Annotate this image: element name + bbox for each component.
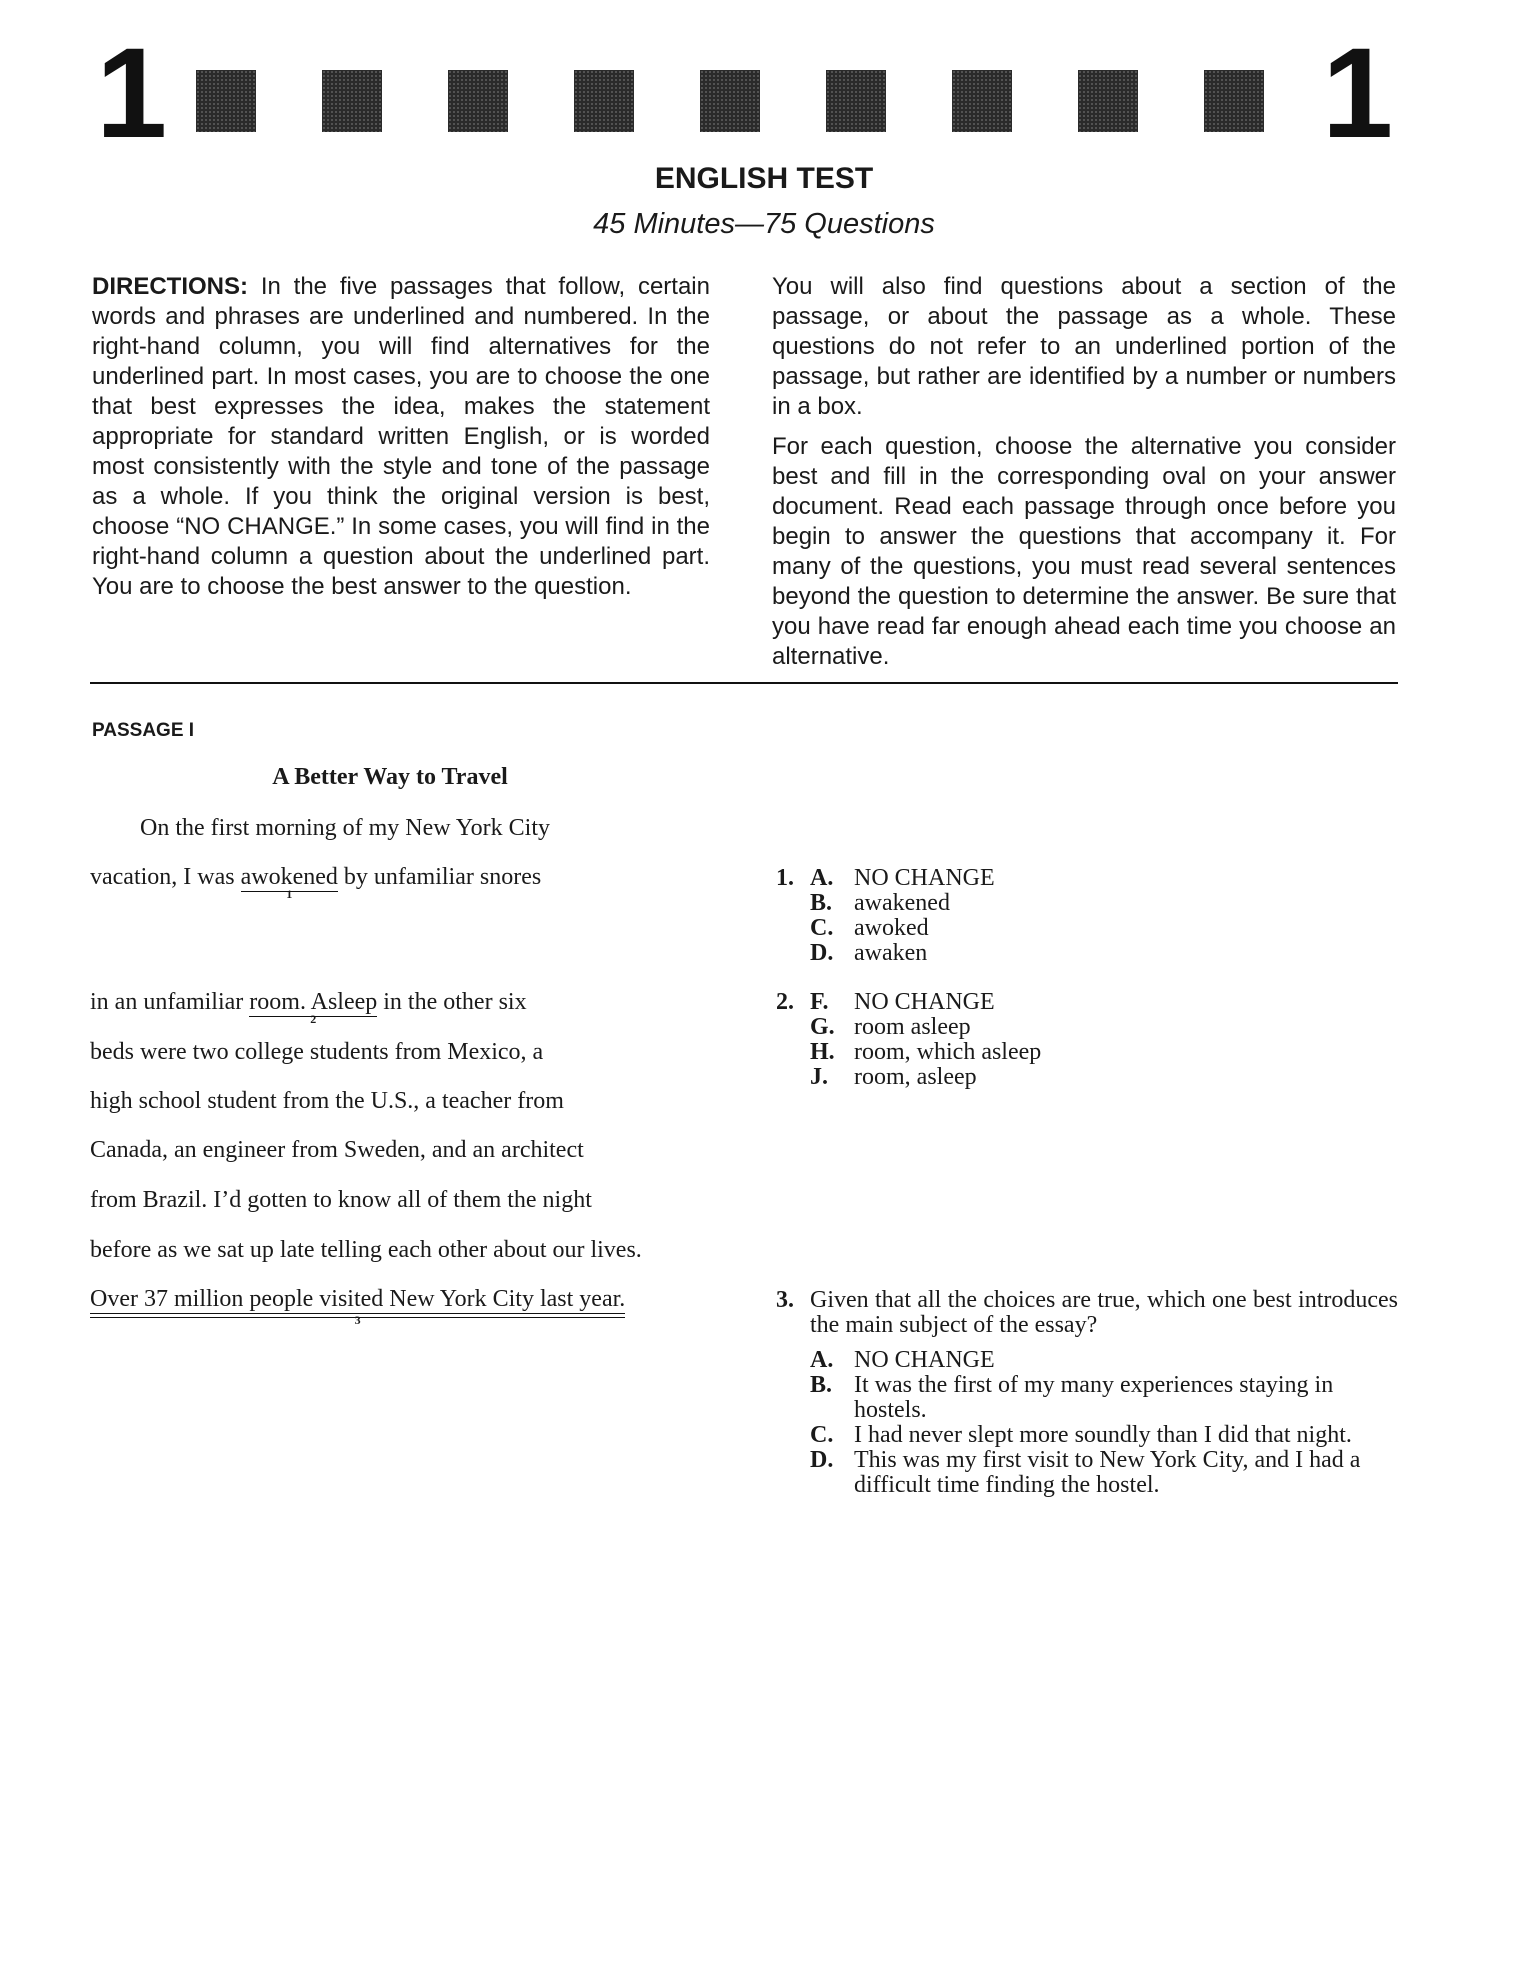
underlined-segment-3	[90, 1285, 626, 1327]
question-number: 2.	[776, 989, 794, 1015]
answer-option[interactable]	[810, 1373, 1398, 1423]
answer-option[interactable]	[810, 1015, 1041, 1040]
section-divider	[90, 682, 1398, 684]
question-stem: Given that all the choices are true, which one best introduces the main subject of the essay?	[810, 1287, 1398, 1338]
question-3	[776, 1288, 1398, 1498]
question-2	[776, 990, 1398, 1090]
passage-line: Canada, an engineer from Sweden, and an architect	[90, 1137, 584, 1163]
question-row	[776, 990, 1398, 1090]
header-block	[1204, 70, 1264, 132]
answer-option[interactable]	[810, 866, 995, 891]
answer-options	[810, 1348, 1398, 1498]
option-letter: J.	[810, 1064, 828, 1090]
question-1	[776, 866, 1398, 966]
question-number: 3.	[776, 1287, 794, 1313]
underline-number: 3	[354, 1313, 361, 1327]
question-row	[776, 866, 1398, 966]
option-letter: G.	[810, 1014, 835, 1040]
section-number-left: 1	[96, 22, 168, 165]
underline-number: 2	[310, 1012, 317, 1026]
option-text: awoked	[854, 915, 929, 941]
passage-text: vacation, I was	[90, 864, 241, 890]
header-block	[952, 70, 1012, 132]
option-letter: B.	[810, 890, 833, 916]
option-letter: C.	[810, 1422, 834, 1448]
header-block	[574, 70, 634, 132]
header-block-bar	[196, 70, 1296, 132]
option-text: NO CHANGE	[854, 865, 995, 891]
answer-option[interactable]	[810, 916, 995, 941]
passage-line: high school student from the U.S., a teacher from	[90, 1088, 564, 1114]
answer-option[interactable]	[810, 990, 1041, 1015]
passage-line: On the first morning of my New York City	[140, 815, 550, 841]
option-text: awakened	[854, 890, 950, 916]
answer-option[interactable]	[810, 941, 995, 966]
underline-number: 1	[286, 887, 293, 901]
option-text: I had never slept more soundly than I did that night.	[854, 1422, 1352, 1448]
underlined-segment-2	[249, 988, 378, 1026]
option-text: room, asleep	[854, 1064, 977, 1090]
directions-label: DIRECTIONS:	[92, 273, 248, 300]
header-block	[448, 70, 508, 132]
passage-line	[90, 863, 542, 901]
answer-option[interactable]	[810, 1040, 1041, 1065]
option-letter: F.	[810, 989, 829, 1015]
directions-paragraph	[92, 272, 710, 602]
option-text: awaken	[854, 940, 928, 966]
underlined-text: Over 37 million people visited New York City last year.	[90, 1286, 626, 1312]
answer-option[interactable]	[810, 1348, 1398, 1373]
option-text: This was my first visit to New York City, and I had a difficult time finding the hostel.	[854, 1447, 1361, 1498]
directions-paragraph-answering: For each question, choose the alternative you consider best and fill in the corresponding oval on your answer document. Read each passage through once before you begin to answer the questions that accompany it. For many of the questions, you must read several sentences beyond the question to determine the answer. Be sure that you have read far enough ahead each time you choose an alternative.	[772, 433, 1396, 670]
question-row	[776, 1288, 1398, 1338]
header-block	[1078, 70, 1138, 132]
header-block	[196, 70, 256, 132]
question-number: 1.	[776, 865, 794, 891]
option-letter: D.	[810, 940, 834, 966]
section-number-right: 1	[1322, 22, 1394, 165]
underlined-text: room. Asleep	[249, 989, 378, 1015]
header-block	[700, 70, 760, 132]
answer-option[interactable]	[810, 891, 995, 916]
answer-option[interactable]	[810, 1423, 1398, 1448]
passage-text: in the other six	[377, 989, 527, 1015]
option-letter: D.	[810, 1447, 834, 1473]
passage-line	[90, 988, 527, 1026]
passage-text: by unfamiliar snores	[337, 864, 542, 890]
directions-text: In the five passages that follow, certain words and phrases are underlined and numbered. In the right-hand column, you will find alternatives for the underlined part. In most cases, you are to choose the one that best expresses the idea, makes the statement appropriate for standard written English, or is worded most consistently with the style and tone of the passage as a whole. If you think the original version is best, choose “NO CHANGE.” In some cases, you will find in the right-hand column a question about the underlined part. You are to choose the best answer to the question.	[92, 273, 710, 600]
option-letter: B.	[810, 1372, 833, 1398]
option-text: NO CHANGE	[854, 1347, 995, 1373]
header-block	[826, 70, 886, 132]
passage-label: PASSAGE I	[92, 720, 195, 741]
answer-option[interactable]	[810, 1448, 1398, 1498]
test-subtitle: 45 Minutes—75 Questions	[593, 208, 935, 240]
passage-title: A Better Way to Travel	[272, 764, 508, 790]
directions-right-column	[772, 272, 1396, 682]
option-letter: A.	[810, 865, 834, 891]
passage-line: before as we sat up late telling each other about our lives.	[90, 1237, 642, 1263]
passage-line: from Brazil. I’d gotten to know all of them the night	[90, 1187, 592, 1213]
passage-line: beds were two college students from Mexico, a	[90, 1039, 544, 1065]
answer-options	[810, 990, 1041, 1090]
passage-text: in an unfamiliar	[90, 989, 250, 1015]
option-text: NO CHANGE	[854, 989, 995, 1015]
option-text: room asleep	[854, 1014, 971, 1040]
option-letter: A.	[810, 1347, 834, 1373]
option-text: room, which asleep	[854, 1039, 1042, 1065]
answer-options	[810, 866, 995, 966]
passage-line	[90, 1285, 626, 1327]
underlined-segment-1	[240, 863, 338, 901]
directions-paragraph-boxed-questions: You will also find questions about a section of the passage, or about the passage as a whole. These questions do not refer to an underlined portion of the passage, but rather are identified by a number or numbers in a box.	[772, 273, 1396, 420]
answer-option[interactable]	[810, 1065, 1041, 1090]
directions-left-column	[92, 272, 710, 612]
option-letter: C.	[810, 915, 834, 941]
option-letter: H.	[810, 1039, 835, 1065]
header-block	[322, 70, 382, 132]
option-text: It was the first of my many experiences staying in hostels.	[854, 1372, 1334, 1423]
test-title: ENGLISH TEST	[654, 162, 874, 195]
underlined-text: awokened	[240, 864, 338, 890]
